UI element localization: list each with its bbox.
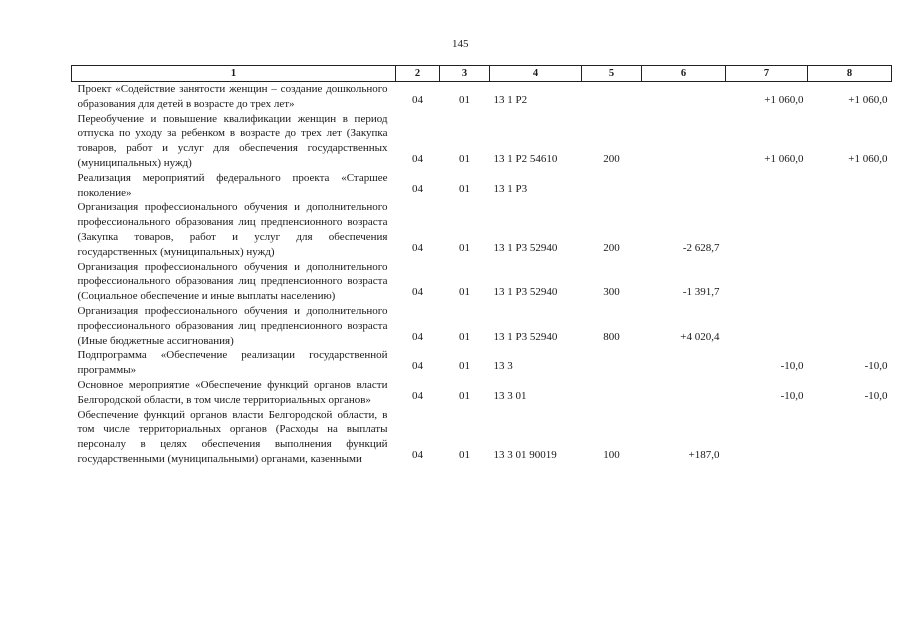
amount-col8 xyxy=(808,304,892,348)
page-number: 145 xyxy=(452,38,469,50)
section-code: 04 xyxy=(412,360,423,373)
amount-col8: +1 060,0 xyxy=(848,93,888,106)
amount-col8 xyxy=(808,200,892,259)
section-code: 04 xyxy=(412,241,423,254)
section-code: 04 xyxy=(412,448,423,461)
table-row xyxy=(72,378,892,408)
amount-col6 xyxy=(642,82,726,112)
amount-col6 xyxy=(642,378,726,408)
subsection-code: 01 xyxy=(459,241,470,254)
expense-type-code: 200 xyxy=(603,152,620,165)
amount-col8 xyxy=(808,260,892,304)
amount-col8 xyxy=(808,171,892,201)
subsection-code: 01 xyxy=(459,448,470,461)
table-header-row xyxy=(72,66,892,82)
table-row xyxy=(72,260,892,304)
amount-col6: +4 020,4 xyxy=(680,330,720,343)
subsection-code: 01 xyxy=(459,286,470,299)
amount-col8: -10,0 xyxy=(864,360,888,373)
table-row xyxy=(72,304,892,348)
target-article-code: 13 1 P3 52940 xyxy=(493,241,558,254)
subsection-code: 01 xyxy=(459,360,470,373)
amount-col6 xyxy=(642,348,726,378)
expense-type-code: 200 xyxy=(603,241,620,254)
row-description: Организация профессионального обучения и дополнительного профессионального образования лиц предпенсионного возраста (Иные бюджетные ассигнования) xyxy=(77,304,388,347)
section-code: 04 xyxy=(412,152,423,165)
target-article-code: 13 3 xyxy=(493,360,513,373)
header-cell: 5 xyxy=(582,66,642,82)
amount-col7 xyxy=(726,260,808,304)
row-description: Подпрограмма «Обеспечение реализации государственной программы» xyxy=(77,349,388,377)
expense-type-code xyxy=(582,348,642,378)
amount-col7 xyxy=(726,304,808,348)
table-row xyxy=(72,112,892,171)
subsection-code: 01 xyxy=(459,182,470,195)
section-code: 04 xyxy=(412,93,423,106)
target-article-code: 13 1 P2 xyxy=(493,93,528,106)
table-row xyxy=(72,171,892,201)
section-code: 04 xyxy=(412,286,423,299)
amount-col6: -1 391,7 xyxy=(682,286,720,299)
amount-col8: -10,0 xyxy=(864,389,888,402)
header-cell: 8 xyxy=(808,66,892,82)
amount-col7 xyxy=(726,200,808,259)
amount-col7 xyxy=(726,408,808,467)
table-row xyxy=(72,82,892,112)
amount-col7 xyxy=(726,171,808,201)
row-description: Организация профессионального обучения и дополнительного профессионального образования лиц предпенсионного возраста (Закупка товаров, работ и услуг для обеспечения государственных (муниципальных) нужд) xyxy=(77,201,388,258)
target-article-code: 13 1 P3 xyxy=(493,182,528,195)
subsection-code: 01 xyxy=(459,152,470,165)
amount-col7: -10,0 xyxy=(780,389,804,402)
row-description: Обеспечение функций органов власти Белгородской области, в том числе территориальных органов (Расходы на выплаты персоналу в целях обеспечения выполнения функций государственными (муниципальными) органами, казенными xyxy=(77,408,388,465)
amount-col7: -10,0 xyxy=(780,360,804,373)
amount-col6: -2 628,7 xyxy=(682,241,720,254)
row-description: Реализация мероприятий федерального проекта «Старшее поколение» xyxy=(77,171,388,199)
subsection-code: 01 xyxy=(459,93,470,106)
row-description: Переобучение и повышение квалификации женщин в период отпуска по уходу за ребенком в возрасте до трех лет (Закупка товаров, работ и услуг для обеспечения государственных (муниципальных) нужд) xyxy=(77,112,388,169)
expense-type-code xyxy=(582,378,642,408)
header-cell: 7 xyxy=(726,66,808,82)
header-cell: 3 xyxy=(440,66,490,82)
expense-type-code: 800 xyxy=(603,330,620,343)
table-row xyxy=(72,200,892,259)
amount-col8 xyxy=(808,408,892,467)
table-row xyxy=(72,408,892,467)
target-article-code: 13 3 01 xyxy=(493,389,527,402)
expense-type-code: 100 xyxy=(603,448,620,461)
header-cell: 1 xyxy=(72,66,396,82)
header-cell: 4 xyxy=(490,66,582,82)
amount-col7: +1 060,0 xyxy=(764,93,804,106)
target-article-code: 13 3 01 90019 xyxy=(493,448,557,461)
row-description: Проект «Содействие занятости женщин – создание дошкольного образования для детей в возрасте до трех лет» xyxy=(77,83,388,110)
amount-col7: +1 060,0 xyxy=(764,152,804,165)
expense-type-code xyxy=(582,82,642,112)
row-description: Основное мероприятие «Обеспечение функций органов власти Белгородской области, в том числе территориальных органов» xyxy=(77,378,388,406)
section-code: 04 xyxy=(412,389,423,402)
expense-type-code xyxy=(582,171,642,201)
subsection-code: 01 xyxy=(459,389,470,402)
table-row xyxy=(72,348,892,378)
amount-col6 xyxy=(642,171,726,201)
amount-col8: +1 060,0 xyxy=(848,152,888,165)
target-article-code: 13 1 P2 54610 xyxy=(493,152,558,165)
amount-col6: +187,0 xyxy=(688,448,720,461)
section-code: 04 xyxy=(412,330,423,343)
section-code: 04 xyxy=(412,182,423,195)
target-article-code: 13 1 P3 52940 xyxy=(493,286,558,299)
target-article-code: 13 1 P3 52940 xyxy=(493,330,558,343)
budget-table xyxy=(71,65,892,467)
header-cell: 6 xyxy=(642,66,726,82)
subsection-code: 01 xyxy=(459,330,470,343)
expense-type-code: 300 xyxy=(603,286,620,299)
header-cell: 2 xyxy=(396,66,440,82)
amount-col6 xyxy=(642,112,726,171)
row-description: Организация профессионального обучения и дополнительного профессионального образования лиц предпенсионного возраста (Социальное обеспечение и иные выплаты населению) xyxy=(77,260,388,303)
